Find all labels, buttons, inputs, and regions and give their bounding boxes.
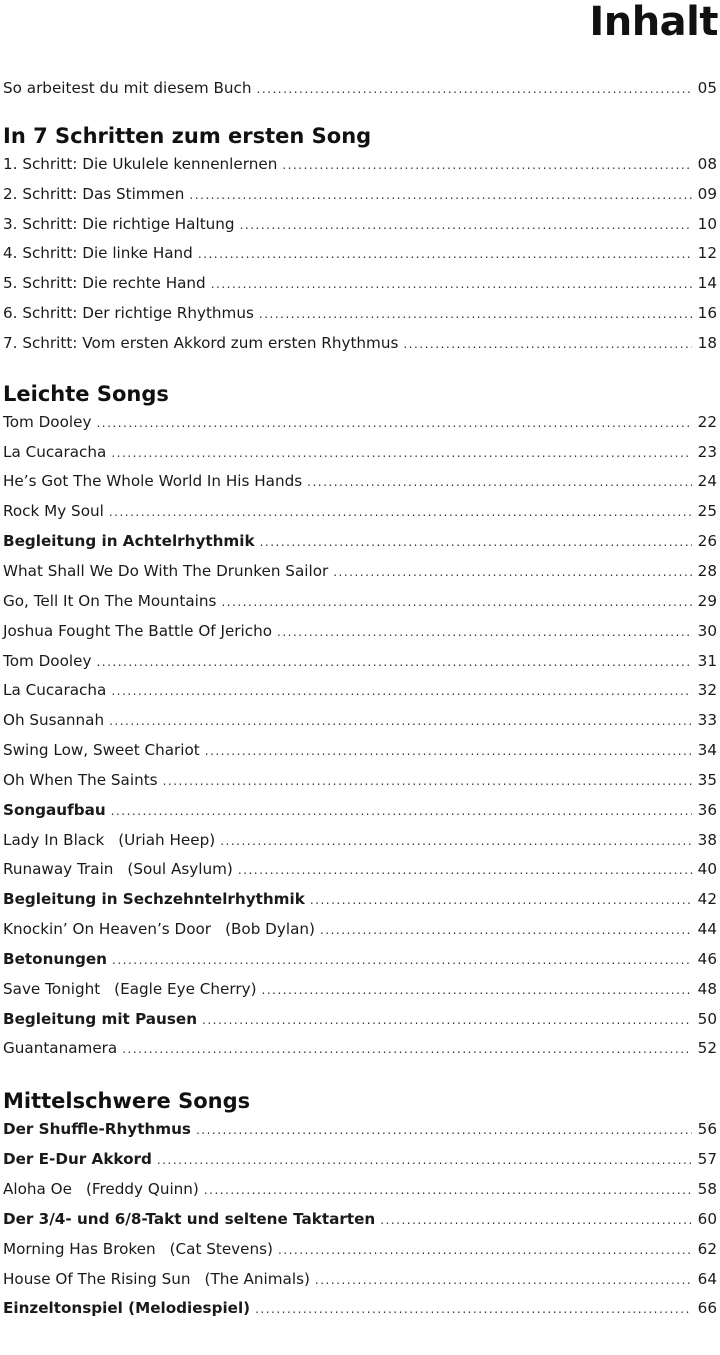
toc-entry-page: 09	[697, 184, 717, 203]
toc-entry-page: 50	[697, 1009, 717, 1028]
toc-entry-page: 22	[697, 412, 717, 431]
dot-leader	[282, 151, 691, 181]
toc-entry-label: So arbeitest du mit diesem Buch	[3, 79, 252, 97]
dot-leader	[403, 330, 691, 360]
dot-leader	[204, 1176, 692, 1206]
toc-entry-label: Morning Has Broken	[3, 1239, 156, 1258]
toc-entry[interactable]	[3, 945, 717, 975]
toc-entry-label: Rock My Soul	[3, 502, 104, 521]
dot-leader	[315, 1266, 692, 1296]
dot-leader	[189, 181, 691, 211]
toc-entry-page: 58	[697, 1180, 717, 1198]
toc-entry[interactable]	[3, 1145, 717, 1175]
toc-entry-page: 10	[697, 214, 717, 233]
toc-entry[interactable]	[3, 467, 717, 497]
toc-entry-page: 60	[697, 1209, 717, 1228]
dot-leader	[109, 498, 692, 528]
toc-entry-page: 66	[697, 1299, 717, 1318]
toc-entry-page: 40	[697, 860, 717, 879]
toc-entry-page: 62	[697, 1239, 717, 1258]
toc-entry-page: 31	[697, 651, 717, 670]
toc-entry-label: Betonungen	[3, 949, 107, 968]
toc-entry-page: 38	[697, 830, 717, 849]
toc-entry[interactable]	[3, 210, 717, 240]
toc-entry-page: 34	[697, 741, 717, 760]
toc-entry-label: La Cucaracha	[3, 442, 107, 461]
dot-leader	[259, 300, 692, 330]
toc-entry-page: 35	[697, 770, 717, 789]
toc-entry-artist: (Freddy Quinn)	[85, 1180, 199, 1198]
toc-entry-page: 30	[697, 621, 717, 640]
toc-entry-page: 57	[697, 1150, 717, 1169]
toc-entry-page: 29	[697, 591, 717, 610]
toc-entry-page: 18	[697, 333, 717, 352]
toc-entry-page: 23	[697, 442, 717, 461]
toc-entry-label: La Cucaracha	[3, 681, 107, 700]
toc-entry[interactable]	[3, 299, 717, 329]
toc-entry-label: Der Shuffle-Rhythmus	[3, 1120, 191, 1139]
dot-leader	[257, 75, 692, 105]
dot-leader	[111, 797, 692, 827]
dot-leader	[198, 240, 692, 270]
dot-leader	[278, 1236, 692, 1266]
toc-entry-artist: (The Animals)	[204, 1269, 310, 1288]
toc-entry-artist: (Uriah Heep)	[118, 830, 216, 849]
toc-entry-page: 25	[697, 502, 717, 521]
toc-entry-label: 3. Schritt: Die richtige Haltung	[3, 214, 235, 233]
dot-leader	[205, 737, 692, 767]
toc-entry-label: Knockin’ On Heaven’s Door	[3, 920, 212, 939]
toc-entry-page: 28	[697, 561, 717, 580]
toc-entry-label: House Of The Rising Sun	[3, 1269, 191, 1288]
dot-leader	[277, 618, 692, 648]
toc-entry-page: 12	[697, 244, 717, 263]
section-heading: Mittelschwere Songs	[3, 1089, 251, 1114]
toc-entry-label: Guantanamera	[3, 1039, 118, 1058]
toc-entry-page: 52	[697, 1039, 717, 1058]
toc-sections	[3, 122, 717, 1324]
dot-leader	[380, 1206, 691, 1236]
toc-entry-label: 2. Schritt: Das Stimmen	[3, 184, 185, 203]
dot-leader	[157, 1146, 692, 1176]
dot-leader	[221, 588, 691, 618]
toc-entry-page: 32	[697, 681, 717, 700]
toc-entry-page: 56	[697, 1120, 717, 1139]
dot-leader	[310, 886, 692, 916]
dot-leader	[202, 1006, 692, 1036]
toc-entry-page: 24	[697, 472, 717, 491]
dot-leader	[333, 558, 691, 588]
toc-entry-artist: (Eagle Eye Cherry)	[114, 979, 257, 998]
toc-entry[interactable]	[3, 1294, 717, 1324]
toc-entry-page: 48	[697, 979, 717, 998]
toc-entry-page: 33	[697, 711, 717, 730]
section-heading: Leichte Songs	[3, 381, 169, 406]
toc-entry[interactable]	[3, 1034, 717, 1064]
toc-entry[interactable]	[3, 497, 717, 527]
toc-entry-label: Begleitung in Achtelrhythmik	[3, 532, 255, 551]
toc-entry-label: Oh When The Saints	[3, 770, 158, 789]
toc-entry[interactable]	[3, 1005, 717, 1035]
toc-entry-page: 42	[697, 890, 717, 909]
dot-leader	[96, 409, 691, 439]
toc-entry-artist: (Bob Dylan)	[225, 920, 315, 939]
section-heading: In 7 Schritten zum ersten Song	[3, 123, 372, 148]
toc-entry-page: 44	[697, 920, 717, 939]
toc-entry[interactable]	[3, 766, 717, 796]
toc-entry[interactable]	[3, 1115, 717, 1145]
table-of-contents	[3, 74, 717, 1324]
toc-entry-page: 08	[697, 154, 717, 173]
dot-leader	[220, 827, 691, 857]
dot-leader	[320, 916, 692, 946]
toc-entry-label: Lady In Black	[3, 830, 105, 849]
toc-entry[interactable]	[3, 617, 717, 647]
dot-leader	[109, 707, 692, 737]
toc-entry-label: Begleitung mit Pausen	[3, 1009, 198, 1028]
toc-entry[interactable]	[3, 150, 717, 180]
toc-entry[interactable]	[3, 557, 717, 587]
toc-entry[interactable]	[3, 676, 717, 706]
toc-entry[interactable]	[3, 329, 717, 359]
toc-entry-page: 16	[697, 304, 717, 323]
toc-entry-label: Tom Dooley	[3, 412, 92, 431]
toc-entry-page: 14	[697, 274, 717, 293]
dot-leader	[307, 468, 692, 498]
toc-entry-intro[interactable]	[3, 74, 717, 104]
toc-entry-label: Songaufbau	[3, 800, 106, 819]
dot-leader	[255, 1295, 692, 1325]
toc-entry-label: Aloha Oe	[3, 1180, 72, 1198]
toc-entry-label: He’s Got The Whole World In His Hands	[3, 472, 303, 491]
toc-entry[interactable]	[3, 527, 717, 557]
dot-leader	[262, 976, 692, 1006]
toc-entry-page: 64	[697, 1269, 717, 1288]
dot-leader	[238, 856, 692, 886]
toc-entry-label: Der E-Dur Akkord	[3, 1150, 152, 1169]
toc-entry-label: Der 3/4- und 6/8-Takt und seltene Taktarten	[3, 1209, 376, 1228]
toc-entry-label: 6. Schritt: Der richtige Rhythmus	[3, 304, 254, 323]
toc-entry[interactable]	[3, 408, 717, 438]
toc-entry[interactable]	[3, 736, 717, 766]
toc-entry[interactable]	[3, 239, 717, 269]
toc-entry[interactable]	[3, 647, 717, 677]
toc-entry[interactable]	[3, 826, 717, 856]
toc-entry[interactable]	[3, 706, 717, 736]
toc-entry-label: 4. Schritt: Die linke Hand	[3, 244, 193, 263]
toc-entry-label: 1. Schritt: Die Ukulele kennenlernen	[3, 154, 278, 173]
toc-entry-label: Go, Tell It On The Mountains	[3, 591, 217, 610]
toc-entry-artist: (Cat Stevens)	[169, 1239, 273, 1258]
page-title: Inhalt	[589, 0, 718, 45]
dot-leader	[163, 767, 692, 797]
toc-entry[interactable]	[3, 1175, 717, 1205]
toc-entry[interactable]	[3, 796, 717, 826]
toc-entry-artist: (Soul Asylum)	[127, 860, 233, 879]
dot-leader	[111, 677, 691, 707]
dot-leader	[240, 211, 692, 241]
toc-entry-page: 36	[697, 800, 717, 819]
toc-entry[interactable]	[3, 885, 717, 915]
toc-entry-label: Oh Susannah	[3, 711, 105, 730]
toc-entry-page: 05	[697, 79, 717, 97]
toc-entry-page: 46	[697, 949, 717, 968]
dot-leader	[196, 1116, 692, 1146]
toc-entry-label: What Shall We Do With The Drunken Sailor	[3, 561, 329, 580]
toc-entry[interactable]	[3, 975, 717, 1005]
toc-entry-label: Runaway Train	[3, 860, 114, 879]
dot-leader	[122, 1035, 691, 1065]
toc-entry-label: Joshua Fought The Battle Of Jericho	[3, 621, 273, 640]
toc-entry[interactable]	[3, 1265, 717, 1295]
toc-entry[interactable]	[3, 438, 717, 468]
toc-entry[interactable]	[3, 915, 717, 945]
dot-leader	[112, 946, 692, 976]
toc-entry-label: Tom Dooley	[3, 651, 92, 670]
toc-entry-label: 7. Schritt: Vom ersten Akkord zum ersten Rhythmus	[3, 333, 399, 352]
toc-entry[interactable]	[3, 587, 717, 617]
dot-leader	[96, 648, 691, 678]
dot-leader	[211, 270, 692, 300]
toc-entry[interactable]	[3, 1205, 717, 1235]
toc-entry-label: Swing Low, Sweet Chariot	[3, 741, 200, 760]
dot-leader	[260, 528, 692, 558]
toc-entry-label: 5. Schritt: Die rechte Hand	[3, 274, 206, 293]
toc-entry-label: Einzeltonspiel (Melodiespiel)	[3, 1299, 251, 1318]
toc-entry[interactable]	[3, 855, 717, 885]
toc-entry[interactable]	[3, 269, 717, 299]
toc-entry-page: 26	[697, 532, 717, 551]
toc-entry[interactable]	[3, 180, 717, 210]
dot-leader	[111, 439, 691, 469]
toc-entry-label: Begleitung in Sechzehntelrhythmik	[3, 890, 305, 909]
toc-entry[interactable]	[3, 1235, 717, 1265]
toc-entry-label: Save Tonight	[3, 979, 101, 998]
